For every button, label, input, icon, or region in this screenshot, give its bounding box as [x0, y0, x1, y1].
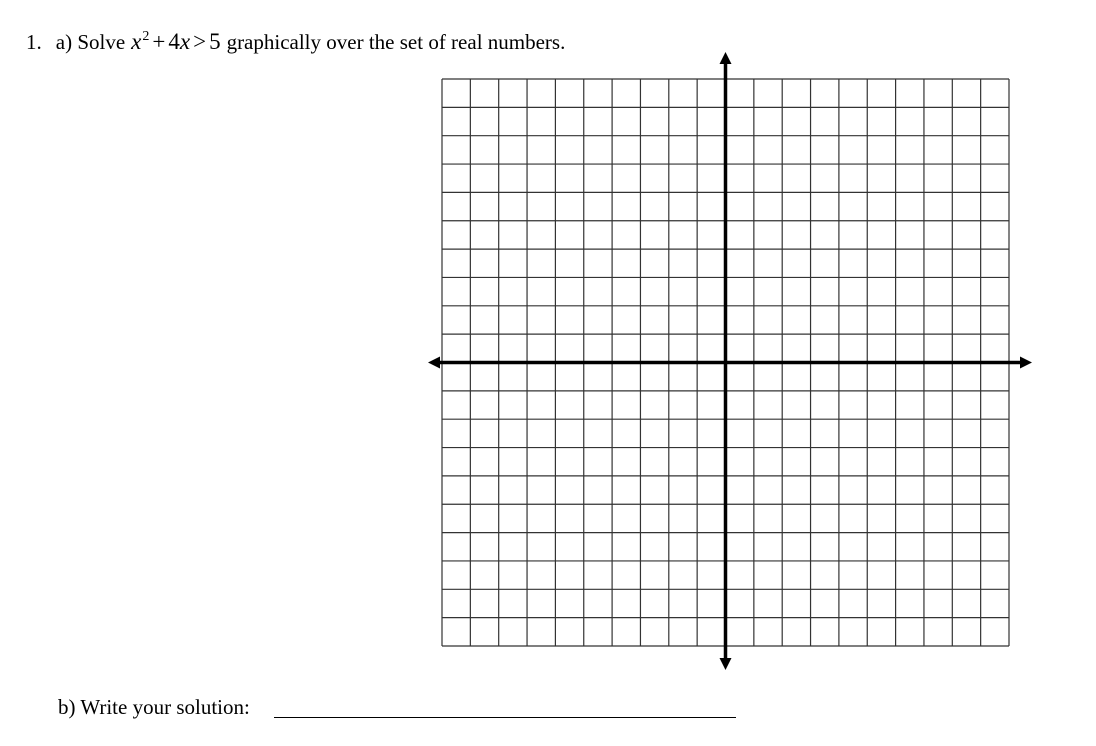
solution-answer-line[interactable] [274, 717, 736, 718]
expr-rhs: 5 [209, 29, 221, 54]
y-axis-down-arrow-icon [720, 658, 732, 670]
expr-plus: + [152, 29, 166, 54]
expr-term-variable: x [179, 29, 191, 54]
part-b-prompt: b) Write your solution: [58, 695, 250, 719]
y-axis-up-arrow-icon [720, 52, 732, 64]
part-a-prefix: a) Solve [55, 30, 126, 54]
question-number: 1. [26, 30, 42, 54]
expr-variable: x [131, 29, 142, 54]
part-a-suffix: graphically over the set of real numbers. [226, 30, 566, 54]
x-axis-right-arrow-icon [1020, 357, 1032, 369]
x-axis-left-arrow-icon [428, 357, 440, 369]
axes [428, 52, 1032, 670]
expr-coefficient: 4 [168, 29, 180, 54]
expr-exponent: 2 [142, 29, 150, 44]
expr-greater-than: > [193, 29, 207, 54]
